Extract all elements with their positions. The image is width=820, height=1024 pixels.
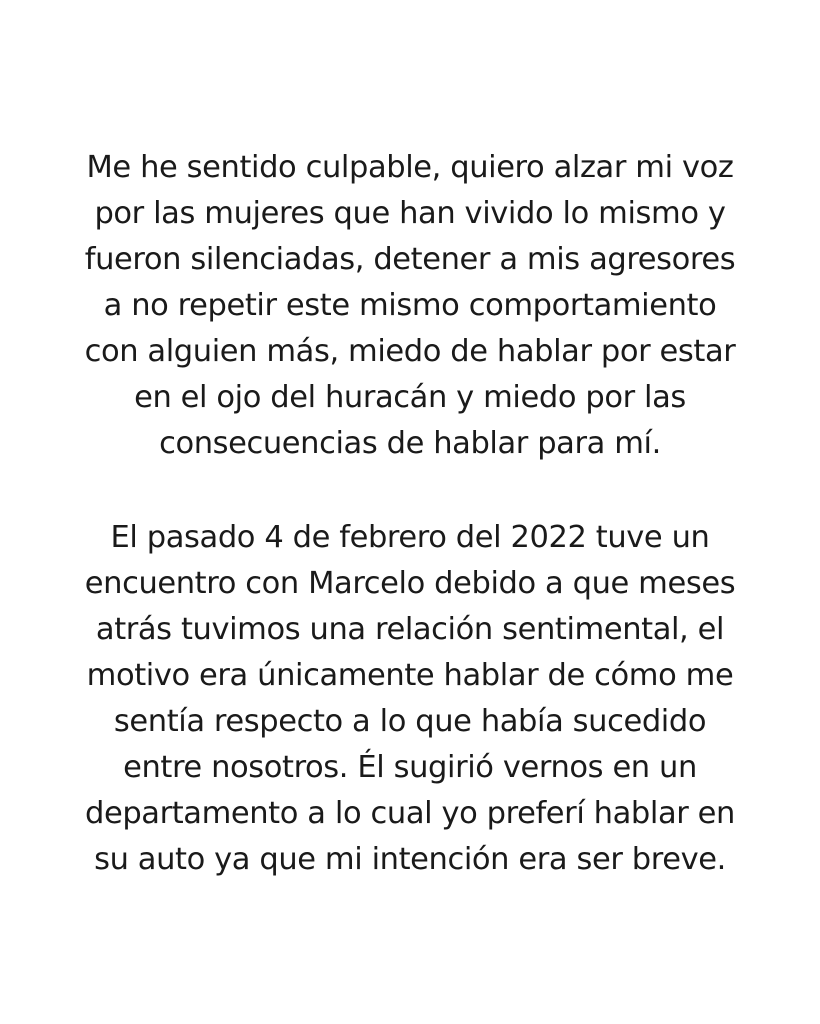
text-line: entre nosotros. Él sugirió vernos en un xyxy=(123,750,697,785)
paragraph-guilt xyxy=(0,145,820,467)
paragraph-encounter xyxy=(0,515,820,883)
text-line: atrás tuvimos una relación sentimental, el xyxy=(95,612,725,647)
text-line: consecuencias de hablar para mí. xyxy=(159,426,661,461)
text-line: con alguien más, miedo de hablar por estar xyxy=(84,334,736,369)
text-line: Me he sentido culpable, quiero alzar mi voz xyxy=(86,150,734,185)
text-line: en el ojo del huracán y miedo por las xyxy=(134,380,686,415)
text-line: sentía respecto a lo que había sucedido xyxy=(113,704,707,739)
text-line: a no repetir este mismo comportamiento xyxy=(103,288,717,323)
text-line: encuentro con Marcelo debido a que meses xyxy=(84,566,736,601)
text-line: El pasado 4 de febrero del 2022 tuve un xyxy=(110,520,710,555)
text-line: departamento a lo cual yo preferí hablar en xyxy=(85,796,735,831)
text-line: fueron silenciadas, detener a mis agresores xyxy=(84,242,736,277)
text-line: por las mujeres que han vivido lo mismo y xyxy=(94,196,726,231)
text-line: motivo era únicamente hablar de cómo me xyxy=(86,658,734,693)
text-line: su auto ya que mi intención era ser breve. xyxy=(94,842,726,877)
